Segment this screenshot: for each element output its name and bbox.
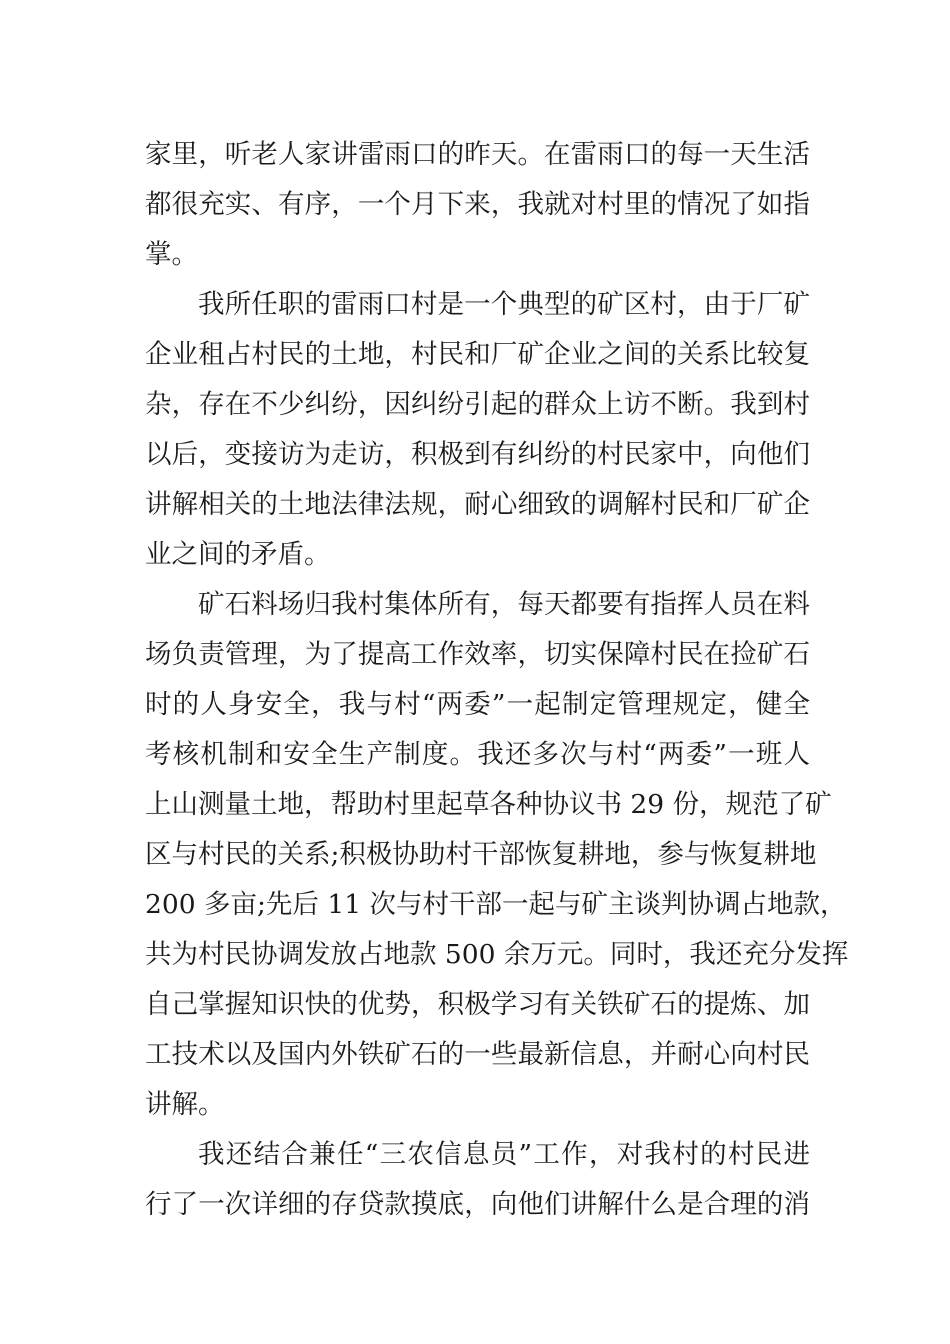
text-line: 都很充实、有序，一个月下来，我就对村里的情况了如指 (145, 189, 810, 220)
text-line: 共为村民协调发放占地款 500 余万元。同时，我还充分发挥 (145, 939, 849, 970)
text-line: 我所任职的雷雨口村是一个典型的矿区村，由于厂矿 (198, 289, 810, 320)
text-line: 企业租占村民的土地，村民和厂矿企业之间的关系比较复 (145, 339, 810, 370)
text-line: 时的人身安全，我与村“两委”一起制定管理规定，健全 (145, 689, 810, 720)
text-line: 自己掌握知识快的优势，积极学习有关铁矿石的提炼、加 (145, 989, 810, 1020)
text-line: 场负责管理，为了提高工作效率，切实保障村民在捡矿石 (145, 639, 810, 670)
text-line: 讲解。 (145, 1089, 225, 1120)
text-line: 家里，听老人家讲雷雨口的昨天。在雷雨口的每一天生活 (145, 139, 810, 170)
text-line: 掌。 (145, 239, 198, 270)
text-line: 上山测量土地，帮助村里起草各种协议书 29 份，规范了矿 (145, 789, 832, 820)
text-line: 业之间的矛盾。 (145, 539, 331, 570)
text-line: 行了一次详细的存贷款摸底，向他们讲解什么是合理的消 (145, 1189, 810, 1220)
text-line: 以后，变接访为走访，积极到有纠纷的村民家中，向他们 (145, 439, 810, 470)
text-line: 讲解相关的土地法律法规，耐心细致的调解村民和厂矿企 (145, 489, 810, 520)
text-line: 200 多亩;先后 11 次与村干部一起与矿主谈判协调占地款， (145, 889, 847, 920)
text-line: 杂，存在不少纠纷，因纠纷引起的群众上访不断。我到村 (145, 389, 810, 420)
text-line: 考核机制和安全生产制度。我还多次与村“两委”一班人 (145, 739, 810, 770)
text-line: 工技术以及国内外铁矿石的一些最新信息，并耐心向村民 (145, 1039, 810, 1070)
text-line: 区与村民的关系;积极协助村干部恢复耕地，参与恢复耕地 (145, 839, 817, 870)
text-line: 我还结合兼任“三农信息员”工作，对我村的村民进 (198, 1139, 810, 1170)
text-line: 矿石料场归我村集体所有，每天都要有指挥人员在料 (198, 589, 810, 620)
document-body (145, 130, 849, 1230)
